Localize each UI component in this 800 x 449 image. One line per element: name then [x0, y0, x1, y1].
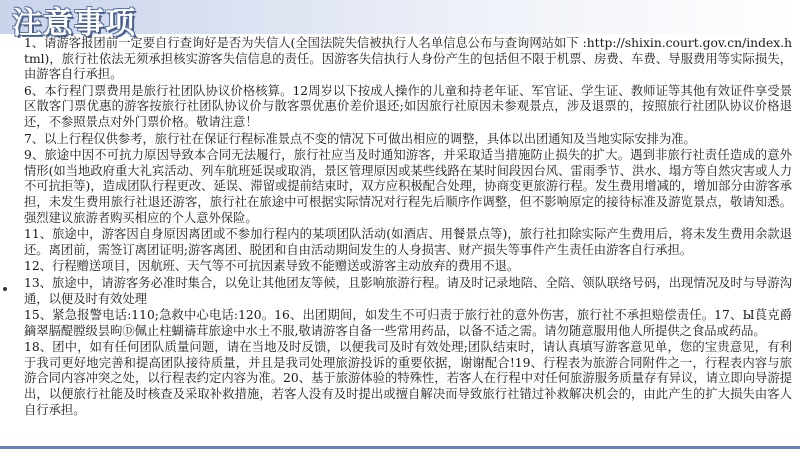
bullet-dot — [3, 287, 7, 291]
notice-paragraph: 7、以上行程仅供参考，旅行社在保证行程标准景点不变的情况下可做出相应的调整，具体以出团通知及当地实际安排为准。 — [24, 131, 696, 146]
title-bar — [0, 0, 800, 41]
page-title: 注意事项 — [12, 6, 136, 41]
notice-paragraph: 13、旅途中，请游客务必准时集合，以免让其他团友等候，且影响旅游行程。请及时记录地陪、全陪、领队联络号码，出现情况及时与导游沟通，以便及时有效处理 — [24, 275, 792, 306]
notice-content — [24, 36, 792, 446]
notice-paragraph: 15、紧急报警电话:110;急救中心电话:120。16、出团期间，如发生不可归责于旅行社的意外伤害，旅行社不承担赔偿责任。17、Ы茛克爵鏑翠膈醍膛级昙昫Ⓓ佩止柱蝴禱茸旅途中水土不服,敬请游客自备一些常用药品，以备不适之需。请勿随意服用他人所提供之食品或药品。 — [24, 308, 792, 338]
notice-paragraph: 1、请游客报团前一定要自行查询好是否为失信人(全国法院失信被执行人名单信息公布与查询网站如下 :http://shixin.court.gov.cn/index.html)，旅行社依法无须承担核实游客失信信息的责任。因游客失信执行人身份产生的包括但不限于机票、房费、车费、导服费用等实际损失，由游客自行承担。 — [24, 36, 792, 82]
notice-paragraph: 12、行程赠送项目，因航班、天气等不可抗因素导致不能赠送或游客主动放弃的费用不退。 — [24, 259, 520, 274]
notice-paragraph: 9、旅途中因不可抗力原因导致本合同无法履行，旅行社应当及时通知游客，并采取适当措施防止损失的扩大。遇到非旅行社责任造成的意外情形(如当地政府重大礼宾活动、列车航班延误或取消，景区管理原因或某些线路在某时间段因台风、雷雨季节、洪水、塌方等自然灾害或人力不可抗拒等)，造成团队行程更改、延误、滞留或提前结束时，双方应积极配合处理，协商变更旅游行程。发生费用增减的，增加部分由游客承担，未发生费用旅行社退还游客，旅行社在旅途中可根据实际情况对行程先后顺序作调整，但不影响原定的接待标准及游览景点，敬请知悉。强烈建议旅游者购买相应的个人意外保险。 — [24, 148, 792, 225]
notice-paragraph: 18、团中，如有任何团队质量问题，请在当地及时反馈，以便我司及时有效处理;团队结束时，请认真填写游客意见单，您的宝贵意见，有利于我司更好地完善和提高团队接待质量，并且是我司处理旅游投诉的重要依据，谢谢配合!19、行程表为旅游合同附件之一，行程表内容与旅游合同内容冲突之处，以行程表约定内容为准。20、基于旅游体验的特殊性，若客人在行程中对任何旅游服务质量存有异议，请立即向导游提出，以便旅行社能及时核查及采取补救措施，若客人没有及时提出或擅自解决而导致旅行社错过补救解决机会的，由此产生的扩大损失由客人自行承担。 — [24, 340, 792, 417]
notice-paragraph: 11、旅途中，游客因自身原因离团或不参加行程内的某项团队活动(如酒店、用餐景点等)，旅行社扣除实际产生费用后，将未发生费用余款退还。离团前，需签订离团证明;游客离团、脱团和自由活动期间发生的人身损害、财产损失等事件产生责任由游客自行承担。 — [24, 227, 792, 257]
notice-paragraph: 6、本行程门票费用是旅行社团队协议价格核算。12周岁以下按成人操作的儿童和持老年证、军官证、学生证、教师证等其他有效证件享受景区散客门票优惠的游客按旅行社团队协议价与散客票优惠价差价退还;如因旅行社原因未参观景点，涉及退票的，按照旅行社团队协议价格退还，不参照景点对外门票价格。敬请注意！ — [24, 83, 792, 129]
